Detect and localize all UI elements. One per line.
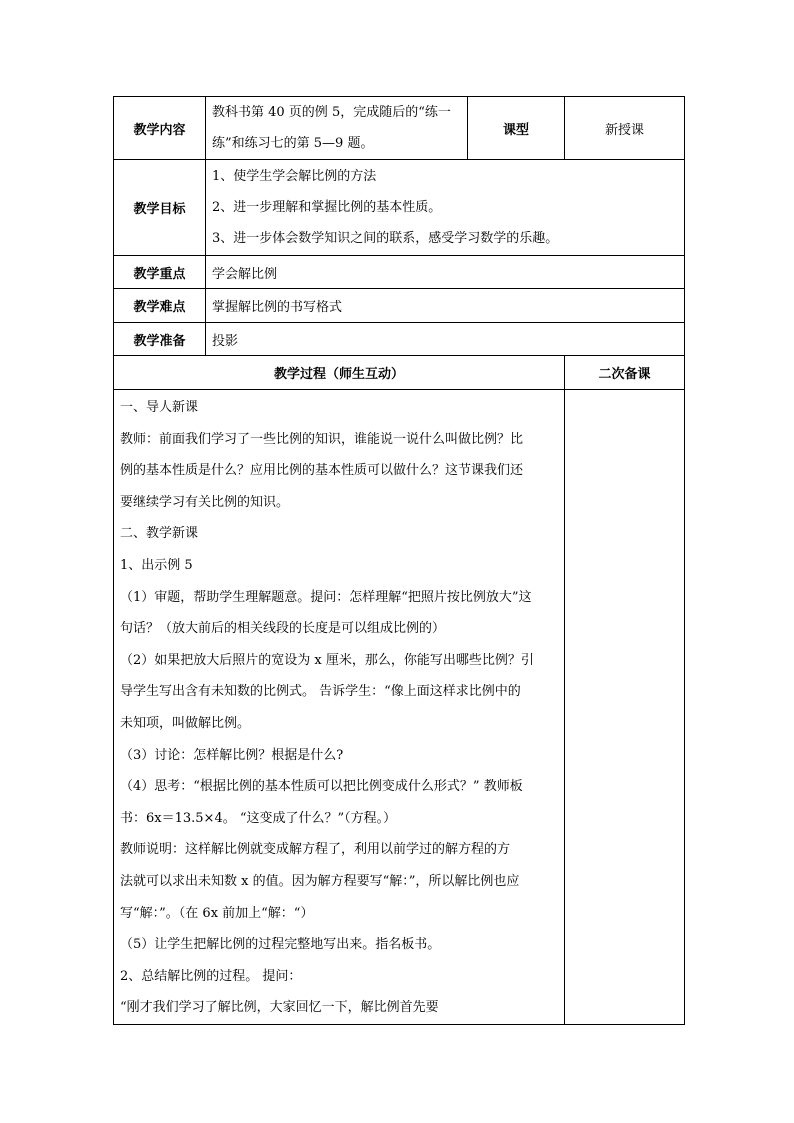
process-line: （2）如果把放大后照片的宽设为 x 厘米，那么，你能写出哪些比例？引 xyxy=(120,652,534,668)
process-line: 句话？（放大前后的相关线段的长度是可以组成比例的） xyxy=(120,621,446,637)
process-line: 教师：前面我们学习了一些比例的知识，谁能说一说什么叫做比例？比 xyxy=(120,431,524,447)
process-body xyxy=(114,390,565,1025)
process-line: 教师说明：这样解比例就变成解方程了，利用以前学过的解方程的方 xyxy=(120,842,511,858)
row-process-header xyxy=(114,356,685,390)
process-line: （1）审题，帮助学生理解题意。提问：怎样理解“把照片按比例放大”这 xyxy=(120,589,532,605)
process-line: 未知项，叫做解比例。 xyxy=(120,715,251,731)
type-value: 新授课 xyxy=(565,97,685,160)
goal-item: 3、进一步体会数学知识之间的联系，感受学习数学的乐趣。 xyxy=(212,231,559,246)
content-label: 教学内容 xyxy=(114,97,206,160)
row-content xyxy=(114,97,685,160)
process-line: 例的基本性质是什么？应用比例的基本性质可以做什么？这节课我们还 xyxy=(120,463,524,479)
process-line: 一、导人新课 xyxy=(120,400,199,415)
preparation-value: 投影 xyxy=(206,323,685,356)
process-line: 法就可以求出未知数 x 的值。因为解方程要写“解：”，所以解比例也应 xyxy=(120,873,520,889)
process-line: 1、出示例 5 xyxy=(120,557,193,573)
second-prep-body xyxy=(565,390,685,1025)
row-key-point xyxy=(114,256,685,289)
second-prep-header: 二次备课 xyxy=(565,356,685,390)
difficulty-value: 掌握解比例的书写格式 xyxy=(206,289,685,323)
content-line: 教科书第 40 页的例 5，完成随后的“练一 xyxy=(212,105,451,120)
difficulty-label: 教学难点 xyxy=(114,289,206,323)
lesson-plan-table xyxy=(113,96,685,1025)
process-line: 二、教学新课 xyxy=(120,526,199,542)
content-value xyxy=(206,97,468,160)
row-preparation xyxy=(114,323,685,356)
type-label: 课型 xyxy=(468,97,565,160)
process-header: 教学过程（师生互动） xyxy=(114,356,565,390)
key-point-value: 学会解比例 xyxy=(206,256,685,289)
goals-value xyxy=(206,160,685,256)
process-line: 写“解：”。（在 6x 前加上“解：“） xyxy=(120,905,314,921)
key-point-label: 教学重点 xyxy=(114,256,206,289)
process-line: 书：6x＝13.5×4。 “这变成了什么？”（方程。） xyxy=(120,810,397,826)
content-line: 练”和练习七的第 5—9 题。 xyxy=(212,136,374,151)
process-line: （4）思考：“根据比例的基本性质可以把比例变成什么形式？” 教师板 xyxy=(120,779,523,795)
process-line: 2、总结解比例的过程。 提问： xyxy=(120,968,302,984)
goal-item: 2、进一步理解和掌握比例的基本性质。 xyxy=(212,200,442,215)
process-line: 导学生写出含有未知数的比例式。 告诉学生：“像上面这样求比例中的 xyxy=(120,684,521,700)
process-line: 要继续学习有关比例的知识。 xyxy=(120,494,290,510)
preparation-label: 教学准备 xyxy=(114,323,206,356)
row-difficulty xyxy=(114,289,685,323)
process-line: “刚才我们学习了解比例，大家回忆一下，解比例首先要 xyxy=(120,1000,439,1016)
row-goals xyxy=(114,160,685,256)
process-line: （3）讨论：怎样解比例？根据是什么? xyxy=(120,747,344,763)
goal-item: 1、使学生学会解比例的方法 xyxy=(212,169,377,184)
row-process-body xyxy=(114,390,685,1025)
process-line: （5）让学生把解比例的过程完整地写出来。指名板书。 xyxy=(120,937,441,953)
goals-label: 教学目标 xyxy=(114,160,206,256)
